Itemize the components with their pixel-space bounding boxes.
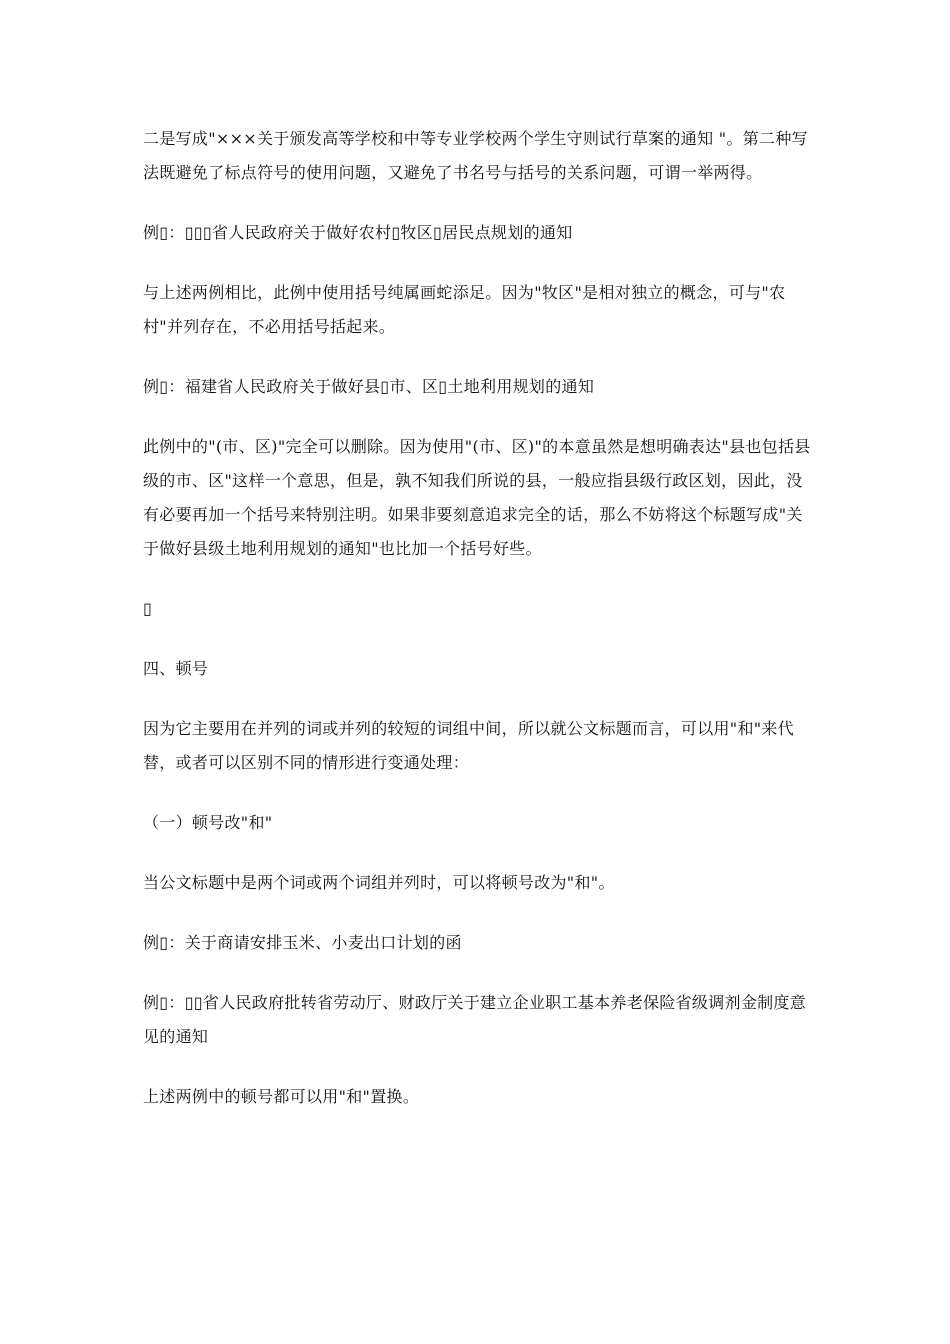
paragraph-example-corn-wheat: 例▯：关于商请安排玉米、小麦出口计划的函 xyxy=(143,933,462,952)
paragraph-example-fujian: 例▯：福建省人民政府关于做好县▯市、区▯土地利用规划的通知 xyxy=(143,377,595,396)
paragraph-example-rural: 例▯：▯▯▯省人民政府关于做好农村▯牧区▯居民点规划的通知 xyxy=(143,223,573,242)
paragraph-dunhao-rule: 当公文标题中是两个词或两个词组并列时，可以将顿号改为"和"。 xyxy=(143,873,615,892)
paragraph-comparison: 与上述两例相比，此例中使用括号纯属画蛇添足。因为"牧区"是相对独立的概念，可与"农村"并列存在，不必用括号括起来。 xyxy=(143,283,786,336)
subheading-dunhao-to-he: （一）顿号改"和" xyxy=(143,813,273,832)
paragraph-title-option-two: 二是写成"×××关于颁发高等学校和中等专业学校两个学生守则试行草案的通知 "。第二种写法既避免了标点符号的使用问题，又避免了书名号与括号的关系问题，可谓一举两得。 xyxy=(143,129,808,182)
paragraph-explanation: 此例中的"(市、区)"完全可以删除。因为使用"(市、区)"的本意虽然是想明确表达"县也包括县级的市、区"这样一个意思，但是，孰不知我们所说的县，一般应指县级行政区划，因此，没有必要再加一个括号来特别注明。如果非要刻意追求完全的话，那么不妨将这个标题写成"关于做好县级土地利用规划的通知"也比加一个括号好些。 xyxy=(143,437,811,558)
section-heading-dunhao: 四、顿号 xyxy=(143,659,209,678)
paragraph-conclusion: 上述两例中的顿号都可以用"和"置换。 xyxy=(143,1087,420,1106)
paragraph-placeholder-glyph: ▯ xyxy=(143,599,153,618)
paragraph-example-pension: 例▯：▯▯省人民政府批转省劳动厅、财政厅关于建立企业职工基本养老保险省级调剂金制度意见的通知 xyxy=(143,993,807,1046)
paragraph-dunhao-intro: 因为它主要用在并列的词或并列的较短的词组中间，所以就公文标题而言，可以用"和"来代替，或者可以区别不同的情形进行变通处理： xyxy=(143,719,795,772)
document-body xyxy=(143,122,815,1140)
